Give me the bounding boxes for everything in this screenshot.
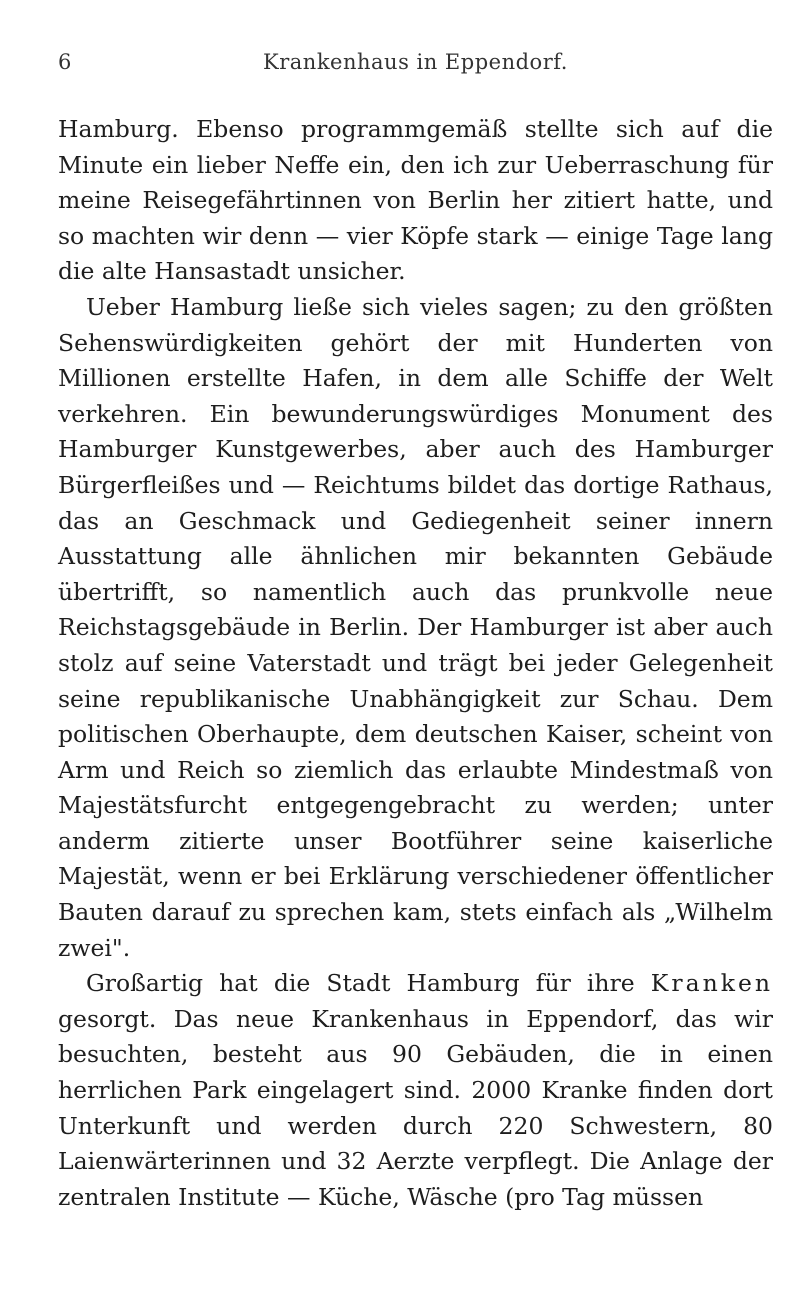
body-text	[58, 112, 773, 1215]
paragraph-hospital-rest: gesorgt. Das neue Krankenhaus in Eppendorf, das wir besuchten, besteht aus 90 Gebäuden, die in einen herrlichen Park eingelagert sind. 2000 Kranke finden dort Unterkunft und werden durch 220 Schwestern, 80 Laienwärterinnen und 32 Aerzte verpflegt. Die Anlage der zentralen Institute — Küche, Wäsche (pro Tag müssen	[58, 1004, 773, 1211]
page-number: 6	[58, 50, 72, 74]
page-header	[58, 50, 773, 90]
emphasized-word: Kranken	[650, 969, 773, 998]
paragraph-hamburg-arrival: Hamburg. Ebenso programmgemäß stellte sich auf die Minute ein lieber Neffe ein, den ich zur Ueberraschung für meine Reisegefährtinnen von Berlin her zitiert hatte, und so machten wir denn — vier Köpfe stark — einige Tage lang die alte Hansastadt unsicher.	[58, 115, 773, 286]
paragraph-hospital	[58, 966, 773, 1215]
running-title: Krankenhaus in Eppendorf.	[263, 50, 568, 74]
paragraph-hospital-start: Großartig hat die Stadt Hamburg für ihre	[86, 969, 651, 998]
paragraph-hamburg-sights: Ueber Hamburg ließe sich vieles sagen; zu den größten Sehenswürdigkeiten gehört der mit Hunderten von Millionen erstellte Hafen, in dem alle Schiffe der Welt verkehren. Ein bewunderungswürdiges Monument des Hamburger Kunstgewerbes, aber auch des Hamburger Bürgerfleißes und — Reichtums bildet das dortige Rathaus, das an Geschmack und Gediegenheit seiner innern Ausstattung alle ähnlichen mir bekannten Gebäude übertrifft, so namentlich auch das prunkvolle neue Reichstagsgebäude in Berlin. Der Hamburger ist aber auch stolz auf seine Vaterstadt und trägt bei jeder Gelegenheit seine republikanische Unabhängigkeit zur Schau. Dem politischen Oberhaupte, dem deutschen Kaiser, scheint von Arm und Reich so ziemlich das erlaubte Mindestmaß von Majestätsfurcht entgegengebracht zu werden; unter anderm zitierte unser Bootführer seine kaiserliche Majestät, wenn er bei Erklärung verschiedener öffentlicher Bauten darauf zu sprechen kam, stets einfach als „Wilhelm zwei".	[58, 292, 773, 962]
